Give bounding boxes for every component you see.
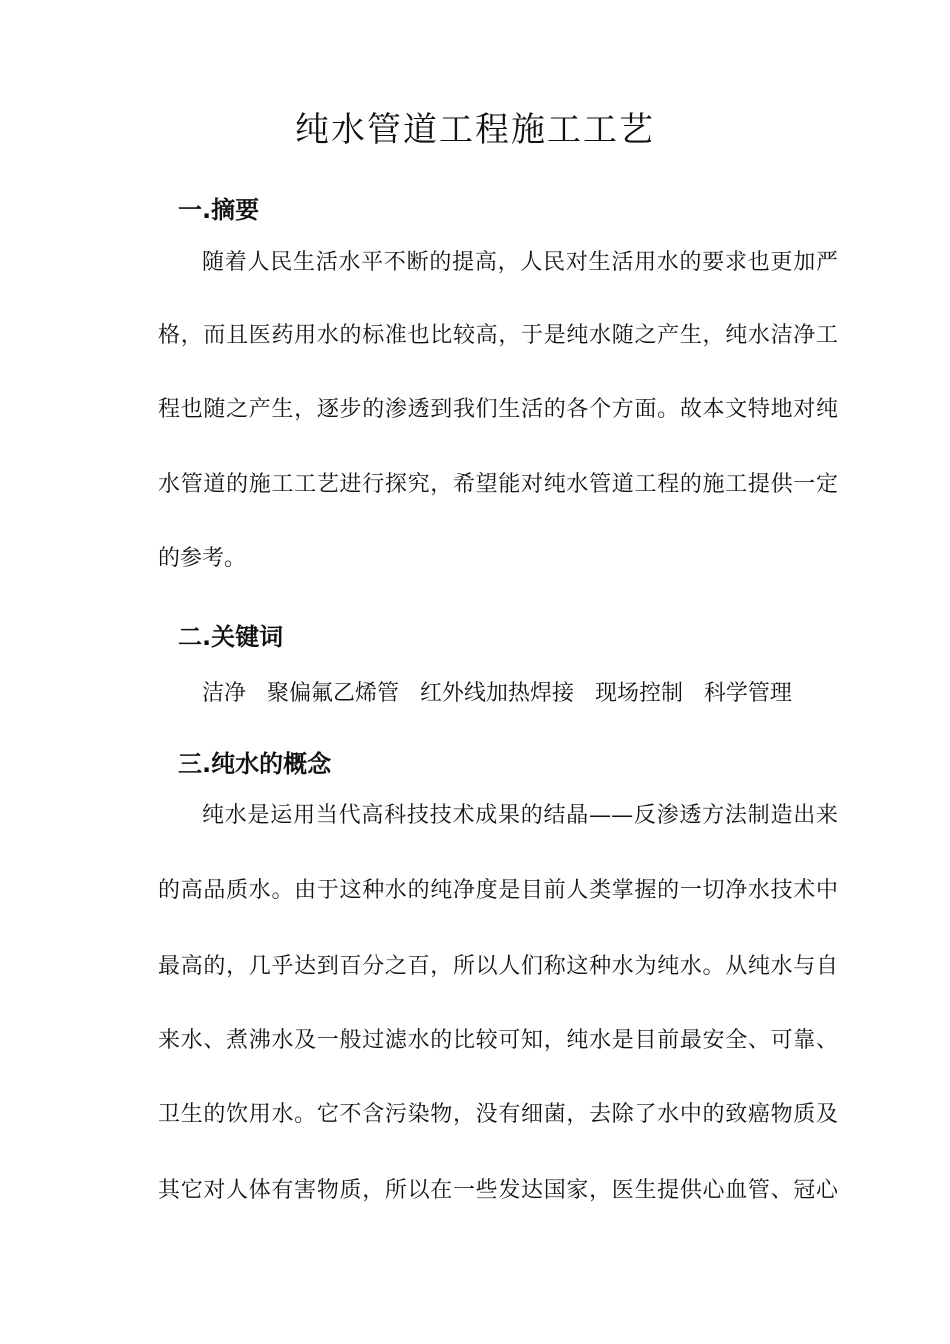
concept-line: 其它对人体有害物质，所以在一些发达国家，医生提供心血管、冠心 bbox=[158, 1178, 838, 1203]
section-heading-keywords: 二.关键词 bbox=[178, 623, 284, 651]
abstract-line: 程也随之产生，逐步的渗透到我们生活的各个方面。故本文特地对纯 bbox=[158, 397, 838, 422]
abstract-line: 的参考。 bbox=[158, 546, 247, 571]
section-heading-abstract: 一.摘要 bbox=[178, 196, 260, 224]
concept-line: 来水、煮沸水及一般过滤水的比较可知，纯水是目前最安全、可靠、 bbox=[158, 1028, 838, 1053]
abstract-line: 水管道的施工工艺进行探究，希望能对纯水管道工程的施工提供一定 bbox=[158, 472, 838, 497]
concept-line: 卫生的饮用水。它不含污染物，没有细菌，去除了水中的致癌物质及 bbox=[158, 1102, 838, 1127]
abstract-line: 格，而且医药用水的标准也比较高，于是纯水随之产生，纯水洁净工 bbox=[158, 323, 838, 348]
abstract-line: 随着人民生活水平不断的提高，人民对生活用水的要求也更加严 bbox=[202, 250, 838, 275]
concept-line: 的高品质水。由于这种水的纯净度是目前人类掌握的一切净水技术中 bbox=[158, 878, 838, 903]
concept-line: 纯水是运用当代高科技技术成果的结晶——反渗透方法制造出来 bbox=[202, 803, 838, 828]
concept-line: 最高的，几乎达到百分之百，所以人们称这种水为纯水。从纯水与自 bbox=[158, 954, 838, 979]
section-heading-concept: 三.纯水的概念 bbox=[178, 750, 332, 778]
document-title: 纯水管道工程施工工艺 bbox=[295, 110, 655, 150]
keywords-line: 洁净 聚偏氟乙烯管 红外线加热焊接 现场控制 科学管理 bbox=[202, 681, 792, 706]
